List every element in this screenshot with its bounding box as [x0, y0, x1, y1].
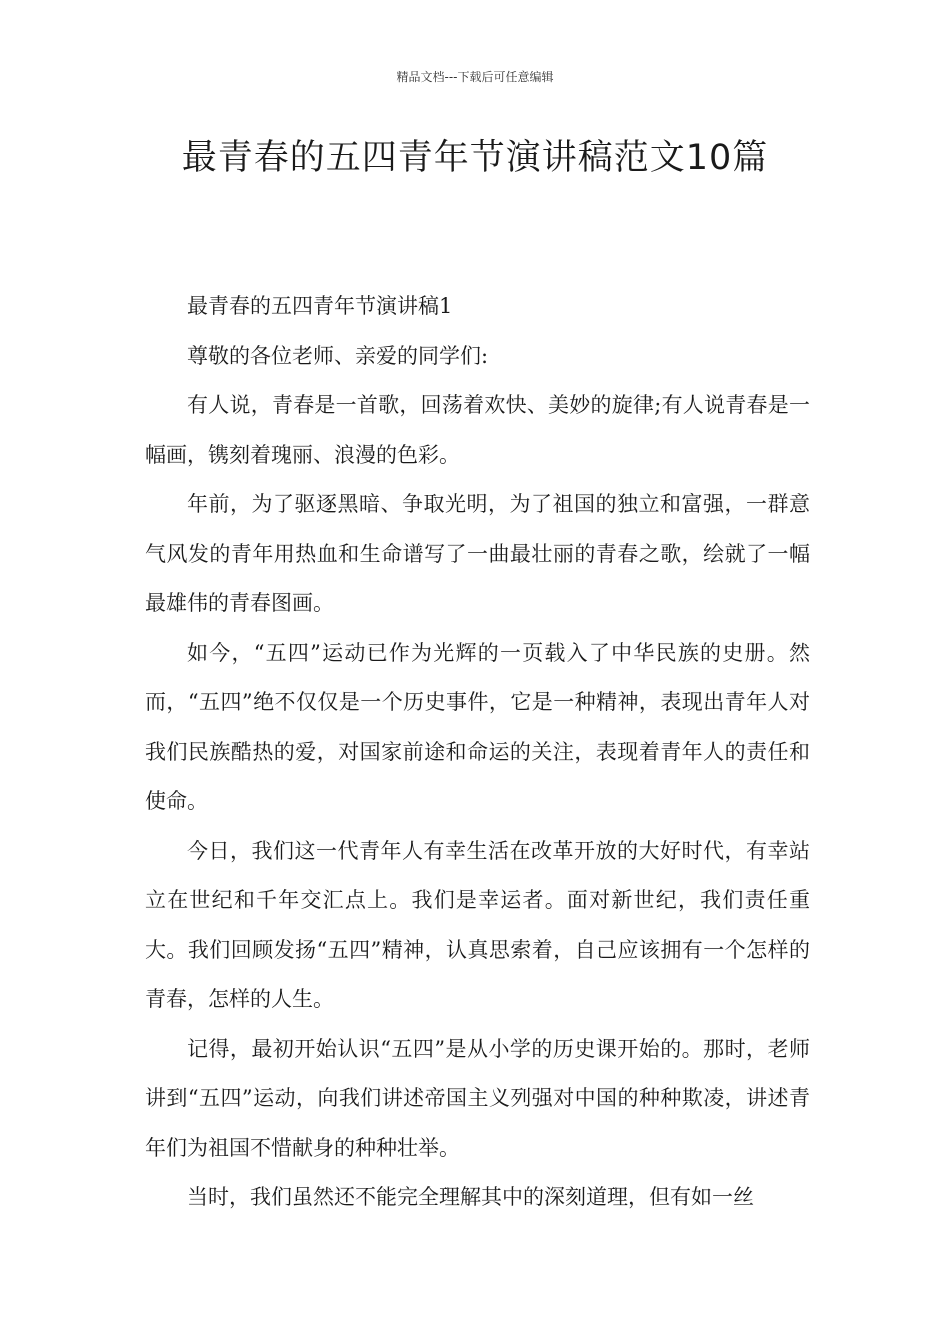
paragraph: 有人说，青春是一首歌，回荡着欢快、美妙的旋律;有人说青春是一幅画，镌刻着瑰丽、浪漫的色彩。	[145, 393, 810, 467]
paragraph: 记得，最初开始认识“五四”是从小学的历史课开始的。那时，老师讲到“五四”运动，向我们讲述帝国主义列强对中国的种种欺凌，讲述青年们为祖国不惜献身的种种壮举。	[145, 1036, 810, 1160]
paragraph: 年前，为了驱逐黑暗、争取光明，为了祖国的独立和富强，一群意气风发的青年用热血和生命谱写了一曲最壮丽的青春之歌，绘就了一幅最雄伟的青春图画。	[145, 492, 810, 615]
paragraph: 当时，我们虽然还不能完全理解其中的深刻道理，但有如一丝	[187, 1185, 754, 1209]
header-note: 精品文档---下载后可任意编辑	[396, 70, 554, 84]
paragraph: 最青春的五四青年节演讲稿1	[187, 294, 453, 318]
document-title: 最青春的五四青年节演讲稿范文10篇	[181, 138, 769, 178]
paragraph: 如今，“五四”运动已作为光辉的一页载入了中华民族的史册。然而，“五四”绝不仅仅是一个历史事件，它是一种精神，表现出青年人对我们民族酷热的爱，对国家前途和命运的关注，表现着青年人的责任和使命。	[145, 640, 810, 813]
paragraph: 今日，我们这一代青年人有幸生活在改革开放的大好时代，有幸站立在世纪和千年交汇点上。我们是幸运者。面对新世纪，我们责任重大。我们回顾发扬“五四”精神，认真思索着，自己应该拥有一个怎样的青春，怎样的人生。	[145, 838, 810, 1011]
paragraph: 尊敬的各位老师、亲爱的同学们:	[187, 343, 489, 368]
document-body	[145, 282, 810, 1223]
